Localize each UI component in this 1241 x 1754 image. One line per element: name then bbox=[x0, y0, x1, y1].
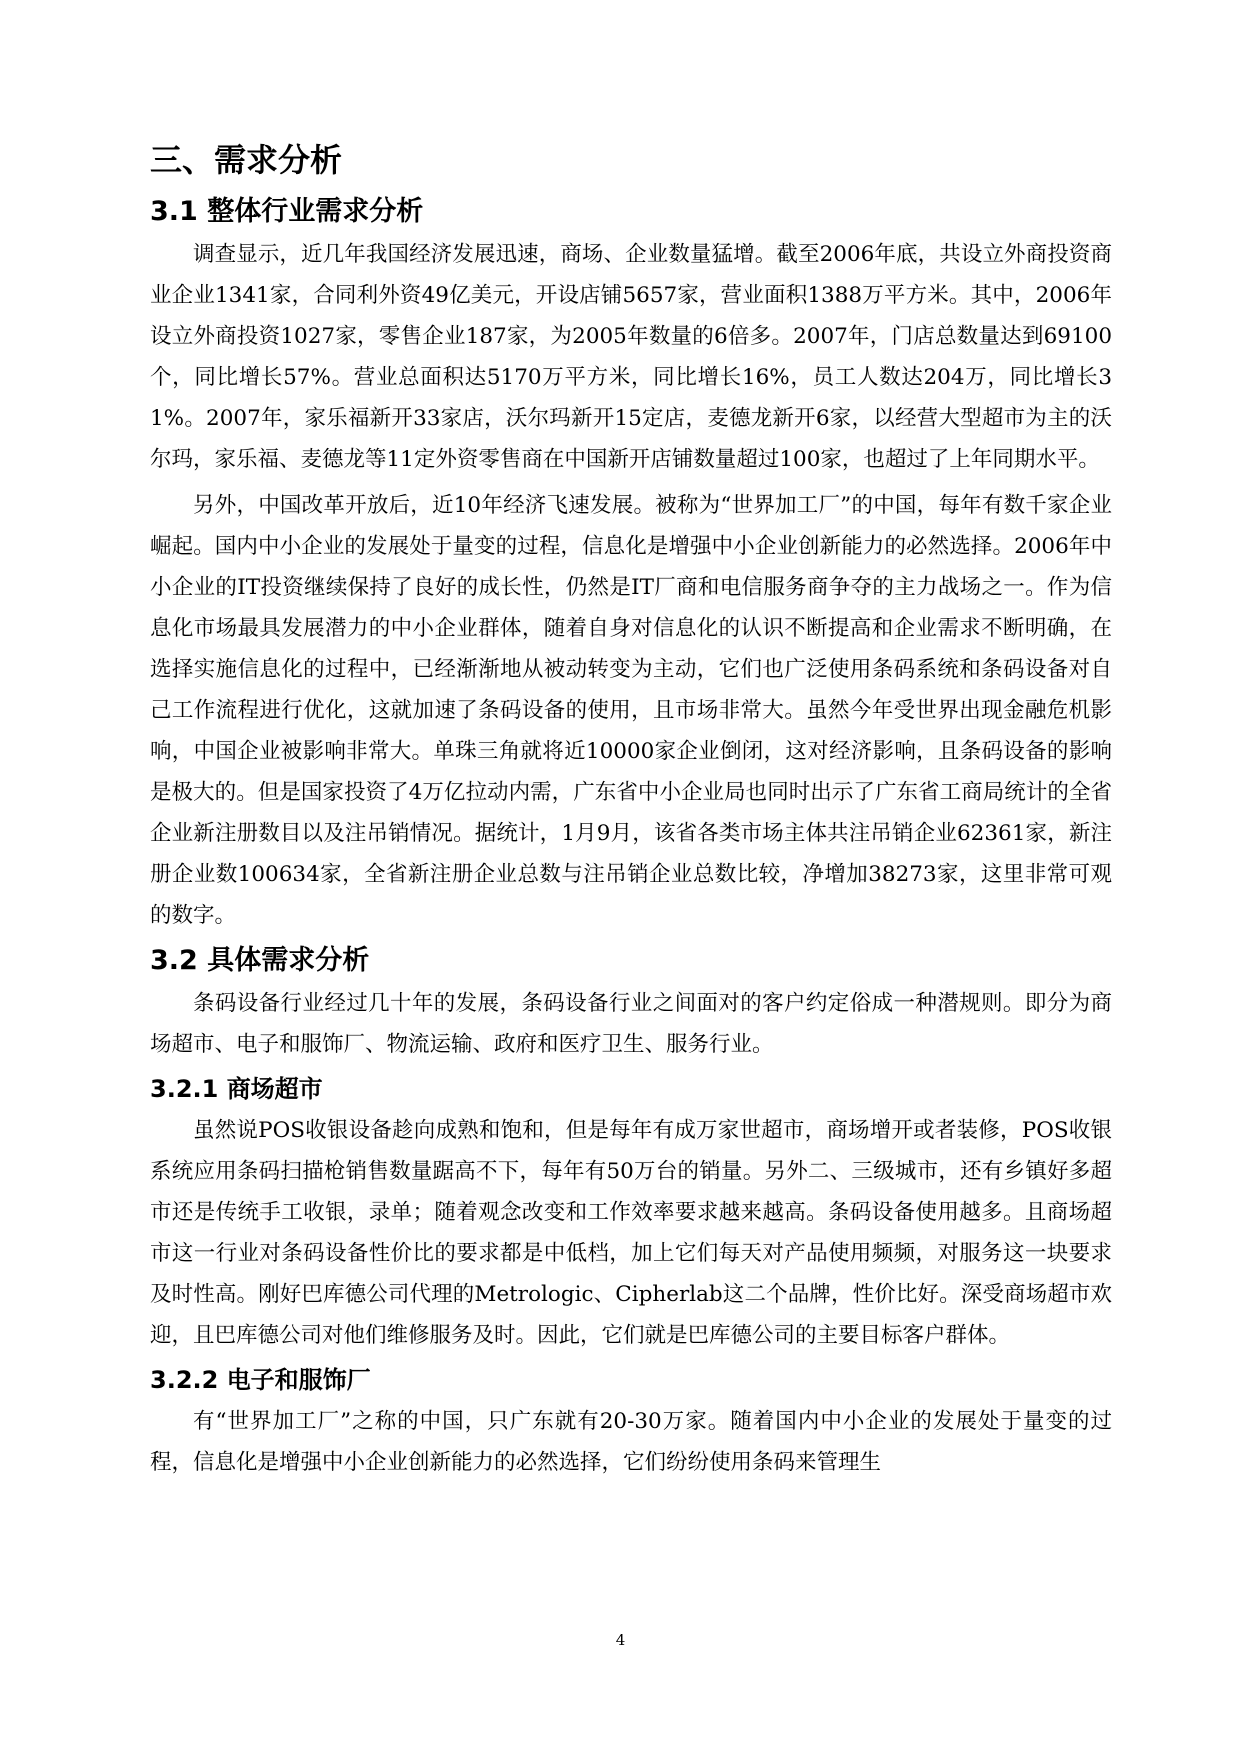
subsection-heading-3-2-2: 3.2.2 电子和服饰厂 bbox=[150, 1366, 371, 1394]
chapter-title: 三、需求分析 bbox=[150, 141, 343, 179]
paragraph: 调查显示，近几年我国经济发展迅速，商场、企业数量猛增。截至2006年底，共设立外商投资商业企业1341家，合同利外资49亿美元，开设店铺5657家，营业面积1388万平方米。其中，2006年设立外商投资1027家，零售企业187家，为2005年数量的6倍多。2007年，门店总数量达到69100个，同比增长57%。营业总面积达5170万平方米，同比增长16%，员工人数达204万，同比增长31%。2007年，家乐福新开33家店，沃尔玛新开15定店，麦德龙新开6家，以经营大型超市为主的沃尔玛，家乐福、麦德龙等11定外资零售商在中国新开店铺数量超过100家，也超过了上年同期水平。 bbox=[150, 242, 1112, 472]
paragraph: 另外，中国改革开放后，近10年经济飞速发展。被称为“世界加工厂”的中国，每年有数千家企业崛起。国内中小企业的发展处于量变的过程，信息化是增强中小企业创新能力的必然选择。2006年中小企业的IT投资继续保持了良好的成长性，仍然是IT厂商和电信服务商争夺的主力战场之一。作为信息化市场最具发展潜力的中小企业群体，随着自身对信息化的认识不断提高和企业需求不断明确，在选择实施信息化的过程中，已经渐渐地从被动转变为主动，它们也广泛使用条码系统和条码设备对自己工作流程进行优化，这就加速了条码设备的使用，且市场非常大。虽然今年受世界出现金融危机影响，中国企业被影响非常大。单珠三角就将近10000家企业倒闭，这对经济影响，且条码设备的影响是极大的。但是国家投资了4万亿拉动内需，广东省中小企业局也同时出示了广东省工商局统计的全省企业新注册数目以及注吊销情况。据统计，1月9月，该省各类市场主体共注吊销企业62361家，新注册企业数100634家，全省新注册企业总数与注吊销企业总数比较，净增加38273家，这里非常可观的数字。 bbox=[150, 493, 1112, 928]
section-heading-3-2: 3.2 具体需求分析 bbox=[150, 945, 370, 976]
paragraph: 条码设备行业经过几十年的发展，条码设备行业之间面对的客户约定俗成一种潜规则。即分为商场超市、电子和服饰厂、物流运输、政府和医疗卫生、服务行业。 bbox=[150, 991, 1112, 1057]
page-number: 4 bbox=[615, 1631, 626, 1649]
subsection-heading-3-2-1: 3.2.1 商场超市 bbox=[150, 1075, 323, 1103]
page-content bbox=[150, 140, 1112, 1488]
paragraph: 虽然说POS收银设备趁向成熟和饱和，但是每年有成万家世超市，商场增开或者装修，POS收银系统应用条码扫描枪销售数量踞高不下，每年有50万台的销量。另外二、三级城市，还有乡镇好多超市还是传统手工收银，录单；随着观念改变和工作效率要求越来越高。条码设备使用越多。且商场超市这一行业对条码设备性价比的要求都是中低档，加上它们每天对产品使用频频，对服务这一块要求及时性高。刚好巴库德公司代理的Metrologic、Cipherlab这二个品牌，性价比好。深受商场超市欢迎，且巴库德公司对他们维修服务及时。因此，它们就是巴库德公司的主要目标客户群体。 bbox=[150, 1118, 1112, 1348]
section-heading-3-1: 3.1 整体行业需求分析 bbox=[150, 196, 424, 227]
paragraph: 有“世界加工厂”之称的中国，只广东就有20-30万家。随着国内中小企业的发展处于量变的过程，信息化是增强中小企业创新能力的必然选择，它们纷纷使用条码来管理生 bbox=[150, 1409, 1112, 1475]
